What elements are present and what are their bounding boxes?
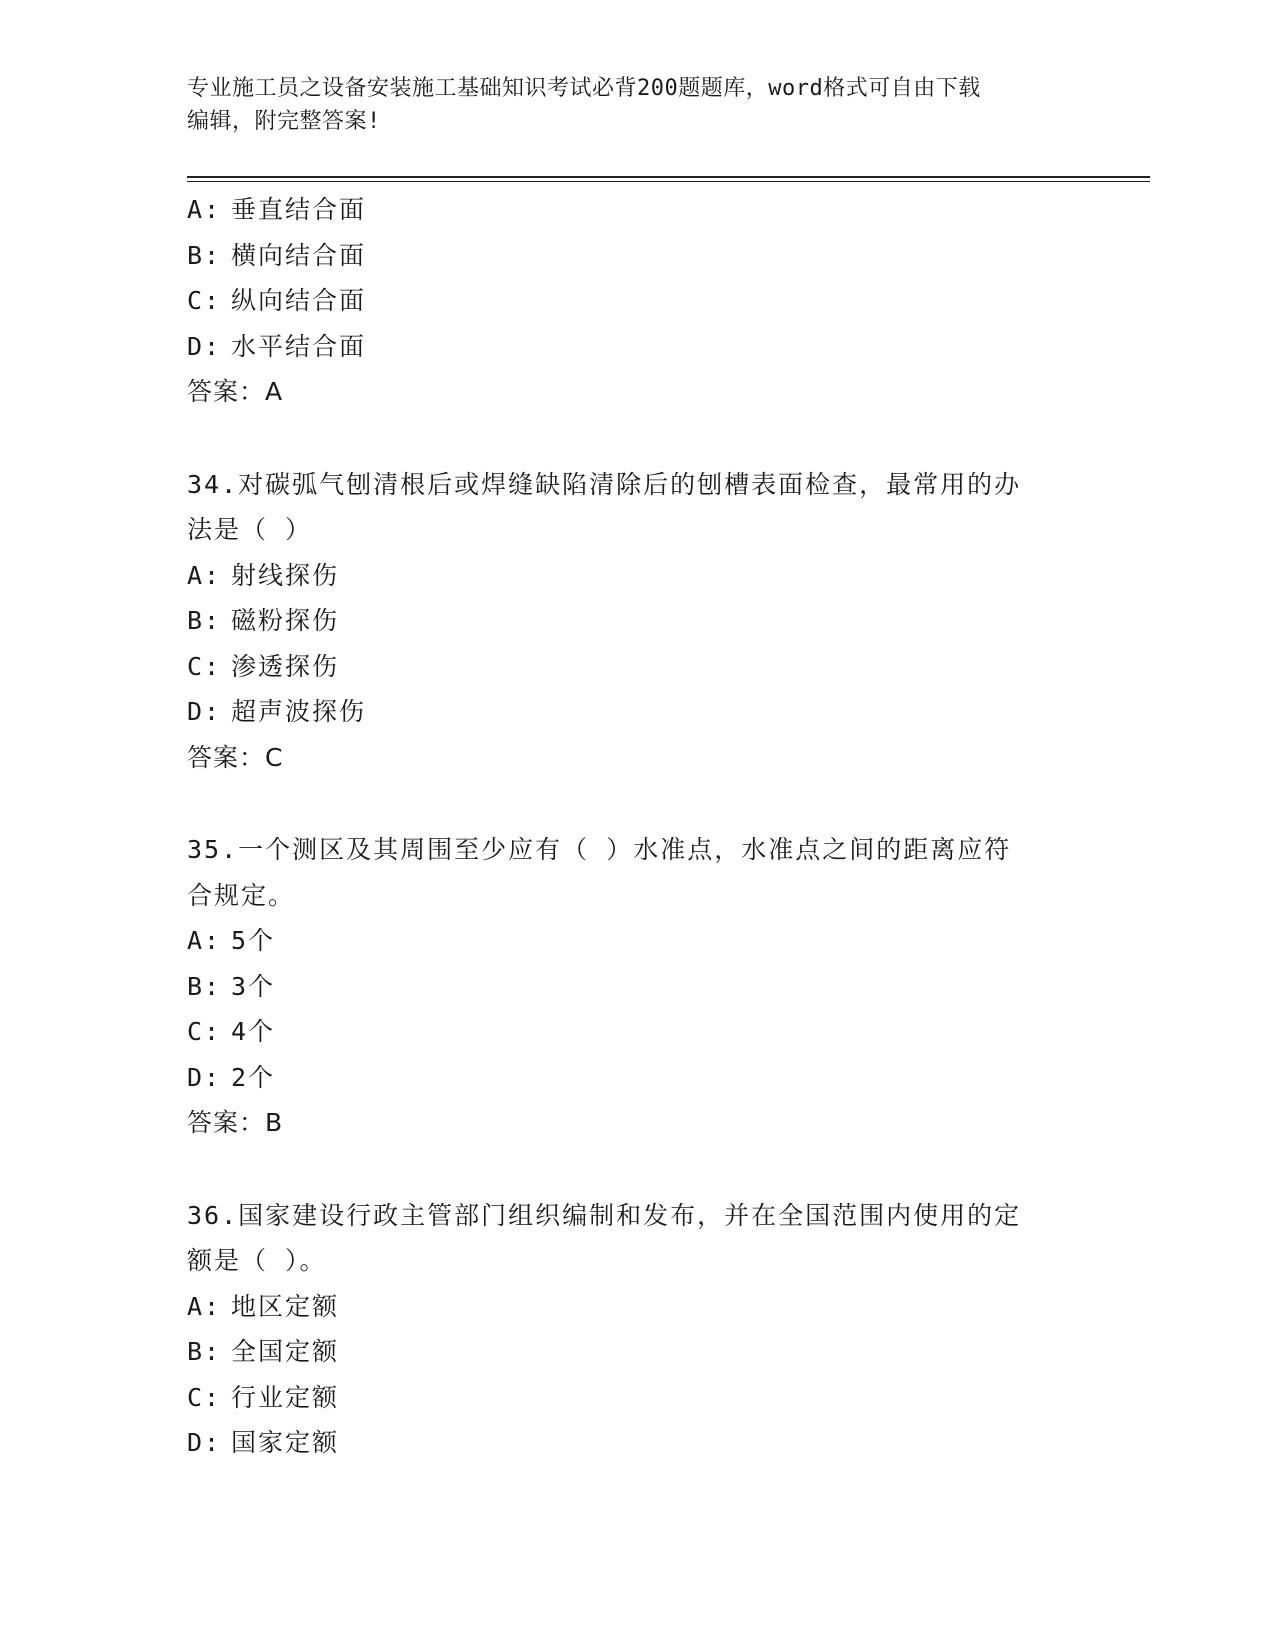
option-text: 横向结合面 [231,240,367,270]
header-line-2: 编辑，附完整答案! [187,109,381,134]
option-letter: A: [187,1291,222,1321]
option-letter: C: [187,651,222,681]
option-letter: A: [187,195,222,224]
option-a [187,187,1087,233]
option-text: 全国定额 [231,1337,340,1366]
option-letter: B: [187,971,222,1001]
option-letter: D: [187,1062,222,1092]
option-letter: C: [187,286,222,315]
option-text: 磁粉探伤 [231,606,340,635]
option-letter: A: [187,560,222,590]
question-36 [187,1193,1087,1466]
option-letter: B: [187,606,222,635]
option-letter: D: [187,697,222,726]
option-text: 2个 [231,1062,276,1092]
option-c [187,1375,1087,1421]
question-35 [187,827,1087,1146]
option-text: 行业定额 [231,1382,340,1412]
option-text: 5个 [231,926,276,955]
option-d [187,1055,1087,1101]
option-letter: B: [187,240,222,270]
spacer [187,1146,1087,1193]
option-text: 垂直结合面 [231,195,367,224]
option-text: 地区定额 [231,1291,340,1321]
option-d [187,324,1087,370]
option-text: 3个 [231,971,276,1001]
option-text: 超声波探伤 [231,697,367,726]
question-stem-line-2: 合规定。 [187,880,296,910]
option-letter: C: [187,1382,222,1412]
question-stem [187,1193,1067,1284]
option-letter: A: [187,926,222,955]
option-b [187,1329,1087,1375]
answer-label: 答案：C [187,742,284,772]
question-stem-line-1: 36.国家建设行政主管部门组织编制和发布，并在全国范围内使用的定 [187,1200,1022,1230]
spacer [187,415,1087,462]
option-letter: C: [187,1017,222,1046]
option-a [187,553,1087,599]
option-b [187,598,1087,644]
option-d [187,689,1087,735]
option-letter: D: [187,1428,222,1457]
option-c [187,644,1087,690]
question-list [187,187,1087,1466]
option-text: 水平结合面 [231,331,367,361]
option-letter: B: [187,1337,222,1366]
question-33 [187,187,1087,415]
question-stem-line-1: 35.一个测区及其周围至少应有（ ）水准点，水准点之间的距离应符 [187,835,1012,864]
option-c [187,1009,1087,1055]
header-rule-thick [187,176,1150,178]
question-stem [187,462,1067,553]
question-stem [187,827,1067,918]
answer-label: 答案：A [187,377,284,406]
header-line-1: 专业施工员之设备安装施工基础知识考试必背200题题库，word格式可自由下载 [187,76,981,101]
option-a [187,1284,1087,1330]
option-c [187,278,1087,324]
answer-label: 答案：B [187,1108,284,1137]
option-text: 4个 [231,1017,276,1046]
option-d [187,1420,1087,1466]
question-stem-line-2: 额是（ ）。 [187,1246,327,1275]
option-text: 国家定额 [231,1428,340,1457]
option-a [187,918,1087,964]
option-b [187,964,1087,1010]
question-stem-line-1: 34.对碳弧气刨清根后或焊缝缺陷清除后的刨槽表面检查，最常用的办 [187,469,1022,499]
question-34 [187,462,1087,781]
option-b [187,233,1087,279]
option-text: 渗透探伤 [231,651,340,681]
header-rule-thin [187,181,1150,182]
option-letter: D: [187,331,222,361]
question-stem-line-2: 法是（ ） [187,515,313,544]
spacer [187,780,1087,827]
option-text: 纵向结合面 [231,286,367,315]
option-text: 射线探伤 [231,560,340,590]
document-header [187,72,1067,138]
